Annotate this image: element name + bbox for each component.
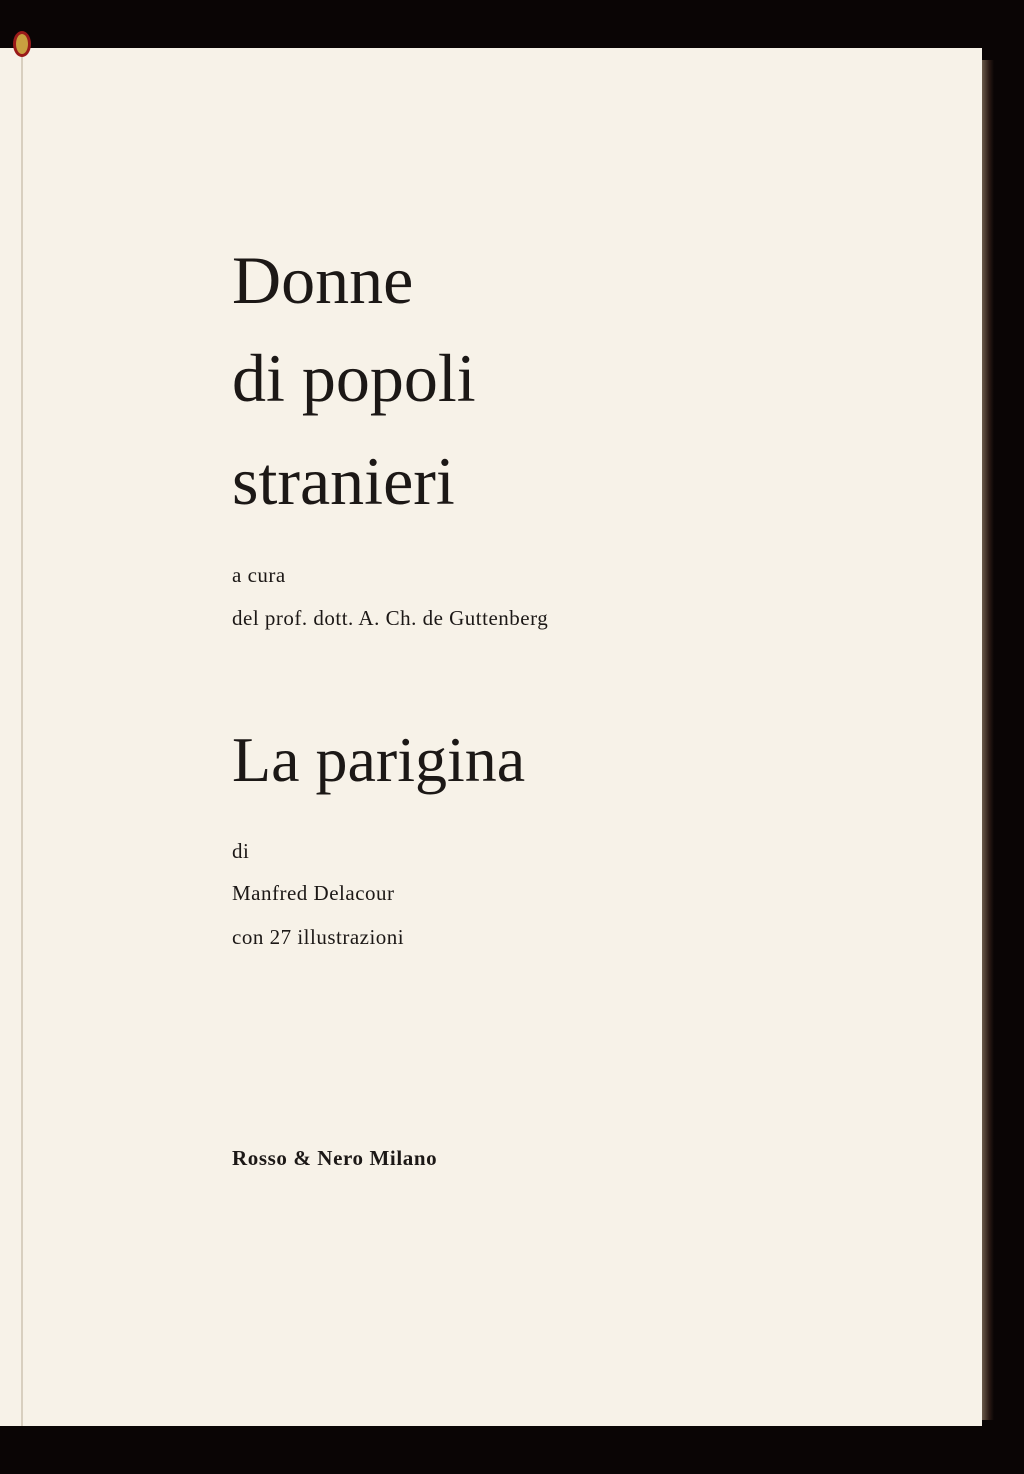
editor-line-1: a cura <box>232 563 286 587</box>
subtitle: La parigina <box>232 724 526 795</box>
binding-mark <box>16 34 28 54</box>
author-line-3: con 27 illustrazioni <box>232 925 405 949</box>
author-line-1: di <box>232 839 250 863</box>
page-fold <box>21 48 23 1426</box>
author-line-2: Manfred Delacour <box>232 881 395 905</box>
title-line-2: di popoli <box>232 340 476 416</box>
publisher: Rosso & Nero Milano <box>232 1146 438 1170</box>
title-line-3: stranieri <box>232 443 455 519</box>
title-line-1: Donne <box>232 242 414 318</box>
page-edges <box>982 60 994 1420</box>
editor-line-2: del prof. dott. A. Ch. de Guttenberg <box>232 606 549 630</box>
